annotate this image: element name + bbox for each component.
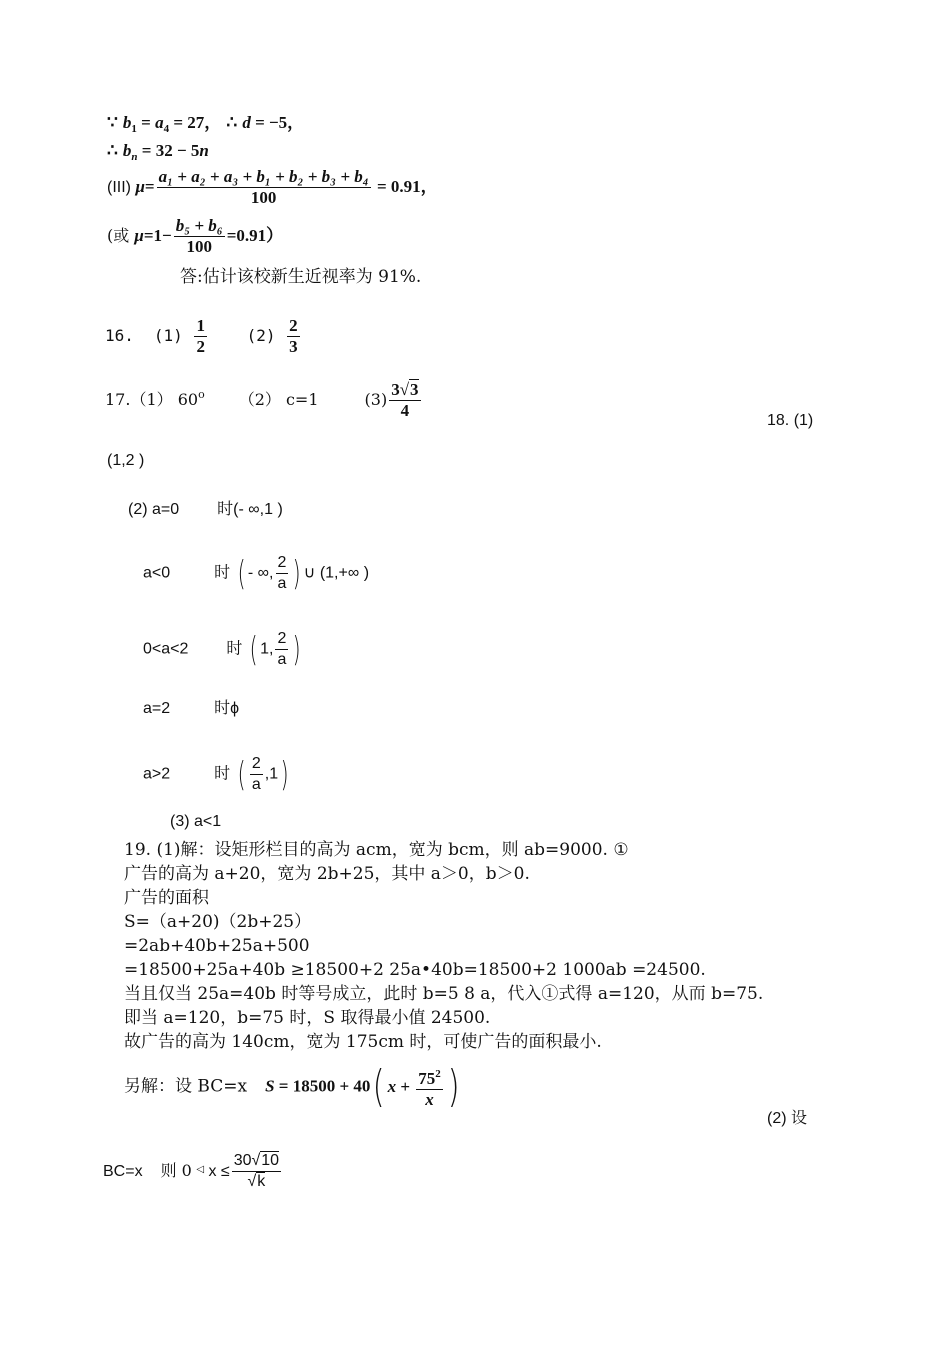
p19-part2-label: (2) 设 [767, 1110, 808, 1127]
problem-17: 17.（1） 60$^o$ （2） c=1 (3) $\frac{3√3}{4}$ [105, 380, 419, 420]
therefore-symbol: ∴ [107, 141, 118, 160]
line-mu-alternative: (或 μ=1− $\frac{\text{b₅ + b₆}}{100}$ =0.91） [107, 216, 284, 256]
p16-fraction-1: $\frac{1}{2}$ [196, 316, 205, 356]
p19-line-2: 广告的高为 a+20，宽为 2b+25，其中 a＞0，b＞0. [124, 864, 530, 884]
empty-set-symbol: ϕ [230, 700, 240, 717]
because-symbol: ∵ [107, 113, 118, 132]
therefore-symbol: ∴ [226, 113, 238, 132]
line-bn-formula: ∴ $b_n = 32 - 5n$ [107, 141, 209, 163]
problem-18-label: 18. (1) [767, 412, 814, 429]
p19-alternative-solution: 另解：设 BC=x S = 18500 + 40( x + $\frac{75^2}{x}$ ) [124, 1061, 460, 1112]
line-mu-formula: (III) μ= $\frac{\text{a₁ + a₂ + a₃ + b₁ + b₂ + b₃ + b₄}}{100}$ = 0.91， [107, 167, 438, 207]
line-b1-a4: ∵ $b_1 = a_4 = 27$， ∴ d = −5， [107, 113, 305, 135]
p19-line-9: 故广告的高为 140cm，宽为 175cm 时，可使广告的面积最小. [124, 1032, 602, 1052]
p18-case-a-gt-2: a>2 时 ( $\frac{2}{a}$ ,1) [143, 754, 289, 795]
p18-case-a-eq-0: (2) a=0 时(- ∞,1 ) [128, 499, 283, 518]
p16-fraction-2: $\frac{2}{3}$ [289, 316, 298, 356]
less-than-symbol: ◁ [196, 1164, 205, 1175]
p19-line-3: 广告的面积 [124, 888, 209, 908]
p18-answer-1: (1,2 ) [107, 452, 145, 469]
p19-line-7: 当且仅当 25a=40b 时等号成立，此时 b=5 8 a，代入①式得 a=120，从而 b=75. [124, 984, 764, 1004]
p19-part2-range: BC=x 则 0 ◁ x ≤ $\frac{30√10}{√k}$ [103, 1152, 280, 1191]
p18-case-a-lt-0: a<0 时 ( - ∞, $\frac{2}{a}$ ) ∪ (1,+∞ ) [143, 553, 370, 594]
answer-myopia-rate: 答:估计该校新生近视率为 91%. [180, 267, 422, 287]
p19-line-4: S=（a+20)（2b+25） [124, 912, 312, 932]
mu-fraction: $\frac{\text{a₁ + a₂ + a₃ + b₁ + b₂ + b₃ + b₄}}{100}$ [158, 167, 369, 207]
p18-case-0-lt-a-lt-2: 0<a<2 时 ( 1, $\frac{2}{a}$ ) [143, 629, 301, 670]
p19-line-8: 即当 a=120，b=75 时，S 取得最小值 24500. [124, 1008, 491, 1028]
mu-alt-fraction: $\frac{\text{b₅ + b₆}}{100}$ [175, 216, 223, 256]
p18-answer-3: (3) a<1 [170, 813, 222, 830]
p19-line-1: 19. (1)解：设矩形栏目的高为 acm，宽为 bcm，则 ab=9000. ① [124, 840, 629, 860]
p18-case-a-eq-2: a=2 时ϕ [143, 698, 240, 717]
p19-line-6: =18500+25a+40b ≥18500+2 25a•40b=18500+2 1000ab =24500. [124, 960, 706, 980]
p19-line-5: =2ab+40b+25a+500 [124, 936, 310, 956]
p17-fraction: $\frac{3√3}{4}$ [391, 380, 419, 420]
problem-16: 16. (1) $\frac{1}{2}$ (2) $\frac{2}{3}$ [105, 316, 298, 356]
